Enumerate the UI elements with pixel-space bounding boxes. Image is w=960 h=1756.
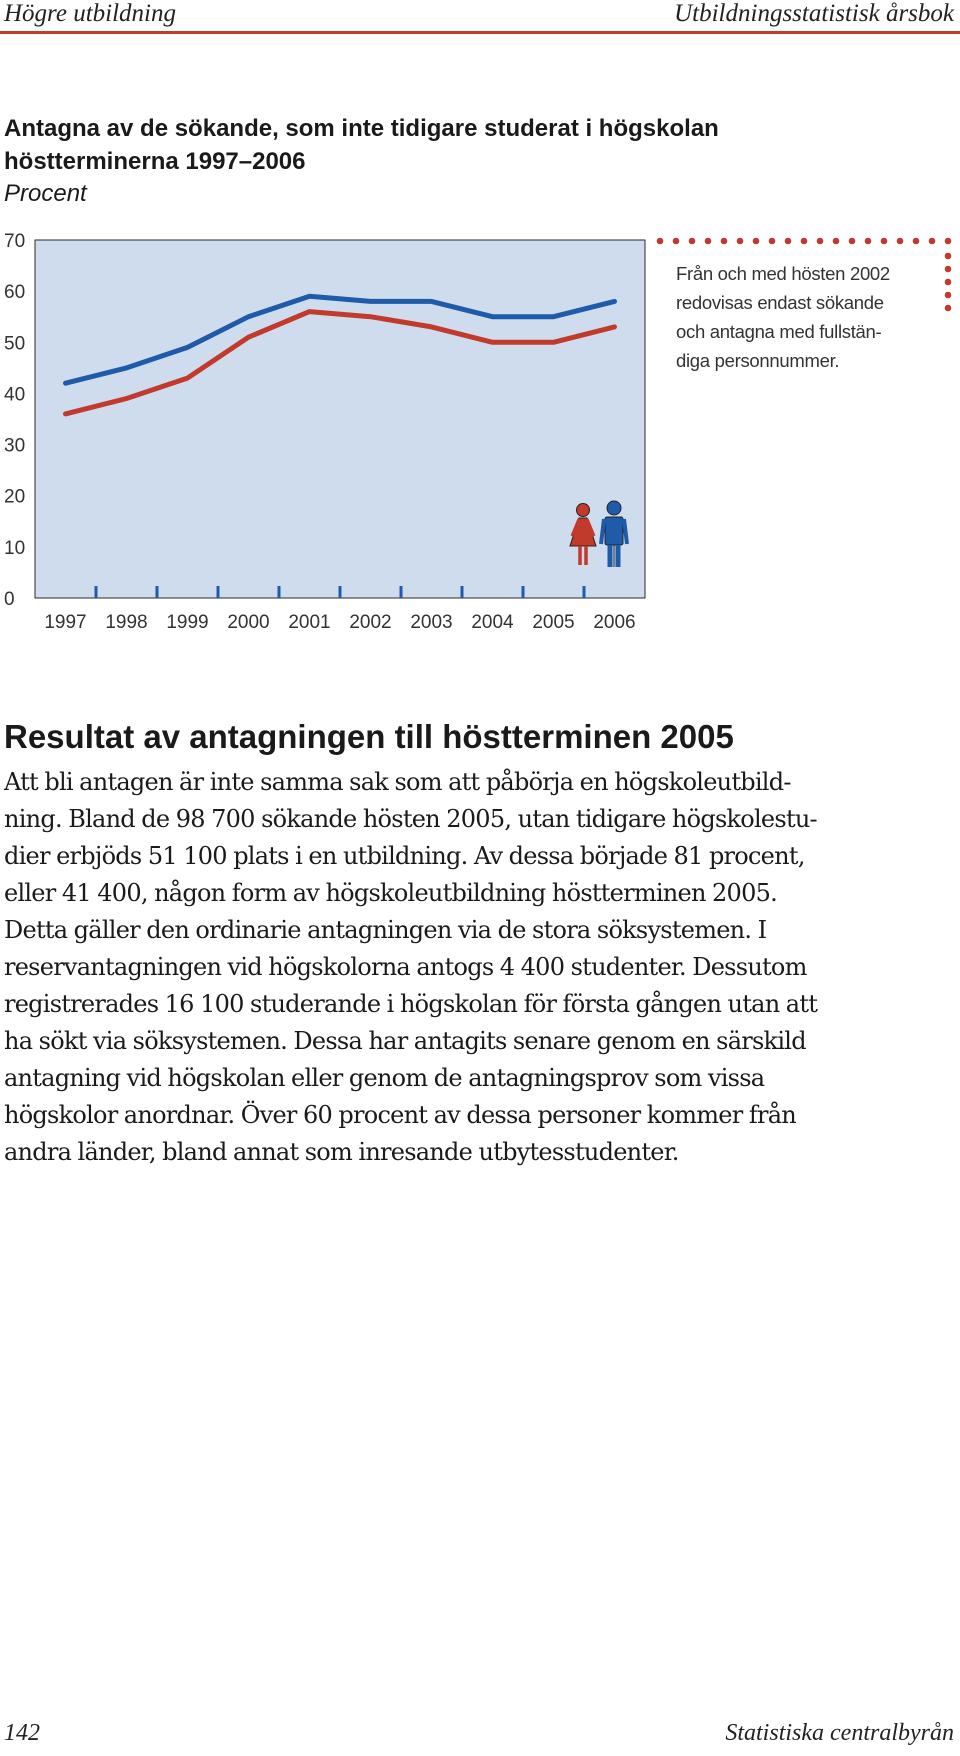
page-header — [0, 0, 960, 34]
x-tick-label: 2003 — [410, 612, 453, 633]
x-tick-label: 1997 — [44, 612, 87, 633]
body-line: andra länder, bland annat som inresande utbytesstudenter. — [4, 1138, 679, 1166]
note-border-dot — [705, 238, 712, 245]
note-border-dot — [753, 238, 760, 245]
note-border-dot — [913, 238, 920, 245]
note-line: Från och med hösten 2002 — [676, 263, 890, 284]
x-tick-label: 2000 — [227, 612, 270, 633]
y-tick-label: 0 — [4, 589, 15, 610]
header-publication-title: Utbildningsstatistisk årsbok — [674, 0, 954, 27]
plot-area — [35, 240, 645, 598]
note-border-dot — [657, 238, 664, 245]
note-border-dot — [929, 238, 936, 245]
section-heading: Resultat av antagningen till höstterminen 2005 — [4, 718, 734, 755]
x-tick-label: 2004 — [471, 612, 514, 633]
y-tick-label: 10 — [4, 537, 26, 559]
note-line: redovisas endast sökande — [676, 292, 884, 313]
note-border-dot — [673, 238, 680, 245]
x-tick-label: 2001 — [288, 612, 331, 633]
body-line: ha sökt via söksystemen. Dessa har antagits senare genom en särskild — [4, 1027, 806, 1055]
body-line: antagning vid högskolan eller genom de antagningsprov som vissa — [4, 1064, 765, 1092]
header-section-title: Högre utbildning — [4, 0, 176, 27]
note-border-dot — [785, 238, 792, 245]
note-border-dot — [801, 238, 808, 245]
chart-title-line-1: Antagna av de sökande, som inte tidigare studerat i högskolan — [4, 115, 719, 142]
x-tick-label: 2006 — [593, 612, 636, 633]
footer-publisher: Statistiska centralbyrån — [725, 1720, 954, 1746]
note-border-dot — [945, 238, 952, 245]
note-border-dot — [849, 238, 856, 245]
chart-title — [4, 112, 904, 178]
x-tick-label: 2002 — [349, 612, 392, 633]
body-line: dier erbjöds 51 100 plats i en utbildning. Av dessa började 81 procent, — [4, 842, 805, 870]
chart-note — [676, 259, 946, 375]
body-line: Detta gäller den ordinarie antagningen via de stora söksystemen. I — [4, 916, 767, 944]
body-line: reservantagningen vid högskolorna antogs 4 400 studenter. Dessutom — [4, 953, 807, 981]
body-line: högskolor anordnar. Över 60 procent av dessa personer kommer från — [4, 1101, 796, 1129]
note-border-dot — [881, 238, 888, 245]
page-number: 142 — [4, 1720, 40, 1746]
y-tick-label: 20 — [4, 486, 26, 508]
body-line: Att bli antagen är inte samma sak som att påbörja en högskoleutbild- — [4, 768, 791, 796]
note-border-dot — [737, 238, 744, 245]
note-border-dot — [833, 238, 840, 245]
note-border-dot — [721, 238, 728, 245]
x-tick-label: 2005 — [532, 612, 575, 633]
y-tick-label: 60 — [4, 282, 26, 304]
body-line: ning. Bland de 98 700 sökande hösten 2005, utan tidigare högskolestu- — [4, 805, 817, 833]
x-tick-label: 1999 — [166, 612, 209, 633]
note-border-dot — [817, 238, 824, 245]
x-tick-label: 1998 — [105, 612, 148, 633]
note-border-dot — [689, 238, 696, 245]
chart-unit-label: Procent — [4, 180, 87, 207]
y-tick-label: 30 — [4, 435, 26, 457]
note-border-dot — [769, 238, 776, 245]
note-line: diga personnummer. — [676, 350, 840, 371]
y-tick-label: 70 — [4, 231, 26, 252]
note-border-dot — [865, 238, 872, 245]
body-paragraph — [4, 764, 956, 1171]
body-line: registrerades 16 100 studerande i högskolan för första gången utan att — [4, 990, 818, 1018]
chart-title-line-2: höstterminerna 1997–2006 — [4, 148, 306, 175]
body-line: eller 41 400, någon form av högskoleutbildning höstterminen 2005. — [4, 879, 777, 907]
note-line: och antagna med fullstän- — [676, 321, 882, 342]
y-tick-label: 50 — [4, 333, 26, 355]
note-border-dot — [897, 238, 904, 245]
y-tick-label: 40 — [4, 384, 26, 406]
